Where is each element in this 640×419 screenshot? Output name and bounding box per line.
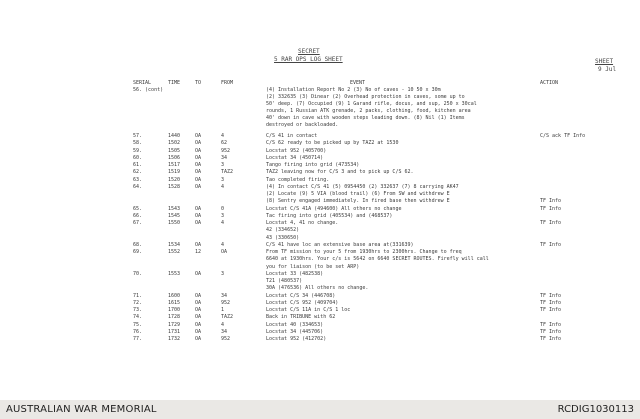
row-from: OA <box>221 249 228 255</box>
row-time: 1517 <box>168 162 181 168</box>
row-time: 1502 <box>168 140 181 147</box>
column-header-row <box>0 80 640 87</box>
first-block-row <box>0 87 640 94</box>
row-from: 952 <box>221 299 231 306</box>
row-to: OA <box>195 133 202 139</box>
row-time: 1550 <box>168 220 181 226</box>
row-to: OA <box>195 336 202 342</box>
row-event: From TF mission to your 5 from 1930hrs to 2300hrs. Change to freq <box>266 249 462 255</box>
row-from: 34 <box>221 154 228 161</box>
first-block-row <box>0 122 640 129</box>
table-row <box>0 198 640 205</box>
row-serial: 61. <box>133 162 143 168</box>
row-to: OA <box>195 205 202 212</box>
table-row <box>0 162 640 169</box>
row-time: 1506 <box>168 154 181 161</box>
row-event: Locstat 952 (405700) <box>266 147 327 154</box>
row-serial: 71. <box>133 292 143 299</box>
row-action: TF Info <box>540 220 562 226</box>
row-time: 1728 <box>168 314 181 321</box>
first-block-row <box>0 115 640 122</box>
row-serial: 76. <box>133 328 143 335</box>
row-from: 4 <box>221 133 225 139</box>
row-serial: 65. <box>133 205 143 212</box>
row-event: Locstat 4, 41 no change. <box>266 220 339 226</box>
row-from: 4 <box>221 183 225 190</box>
table-row <box>0 307 640 314</box>
first-block-row <box>0 108 640 115</box>
row-event: 42 (334652) <box>266 227 300 234</box>
row-event: Locstat 952 (412702) <box>266 336 327 342</box>
row-event: T21 (480537) <box>266 278 303 284</box>
first-block-row <box>0 101 640 108</box>
row-from: 0 <box>221 205 225 212</box>
row-time: 1440 <box>168 133 181 139</box>
row-to: OA <box>195 212 202 219</box>
row-action: TF Info <box>540 336 562 342</box>
table-row <box>0 148 640 155</box>
table-row <box>0 191 640 198</box>
table-row <box>0 336 640 343</box>
row-serial: 69. <box>133 249 143 255</box>
row-serial: 75. <box>133 321 143 328</box>
row-event: Tac firing into grid (405534) and (468537) <box>266 212 393 219</box>
table-row <box>0 329 640 336</box>
col-action: ACTION <box>540 80 559 86</box>
row-event: C/S 41 have loc an extensive base area at(331639) <box>266 241 414 248</box>
row-to: OA <box>195 154 202 161</box>
row-from: 4 <box>221 241 225 248</box>
row-from: 952 <box>221 336 231 342</box>
row-time: 1729 <box>168 321 181 328</box>
row-from: 3 <box>221 212 225 219</box>
first-block-line: 40' down in cave with wooden steps leading down. (8) Nil (1) Items <box>266 115 465 121</box>
row-action: TF Info <box>540 321 562 328</box>
row-time: 1552 <box>168 249 181 255</box>
row-time: 1505 <box>168 147 181 154</box>
row-time: 1600 <box>168 292 181 299</box>
table-row <box>0 271 640 278</box>
row-event: Locstat C/S 41A (494600) All others no change <box>266 205 402 212</box>
row-from: 4 <box>221 321 225 328</box>
row-serial: 70. <box>133 270 143 277</box>
row-serial: 59. <box>133 147 143 154</box>
row-time: 1553 <box>168 270 181 277</box>
row-event: TAZ2 leaving now for C/S 3 and to pick up C/S 62. <box>266 169 414 176</box>
row-event: Locstat 34 (445706) <box>266 328 324 335</box>
document-subtitle: 5 RAR OPS LOG SHEET <box>274 56 343 63</box>
row-event: Back in TRIBUNE with 62 <box>266 314 336 321</box>
table-row <box>0 322 640 329</box>
table-row <box>0 293 640 300</box>
row-serial: 66. <box>133 212 143 219</box>
row-from: TAZ2 <box>221 169 234 176</box>
row-event: (2) Locate (9) 5 VIA (blood trail) (6) From SW and withdrew E <box>266 191 450 197</box>
row-to: OA <box>195 147 202 154</box>
row-serial: 62. <box>133 169 143 176</box>
row-time: 1528 <box>168 183 181 190</box>
row-event: C/S 62 ready to be picked up by TAZ2 at 1530 <box>266 140 399 147</box>
row-to: OA <box>195 270 202 277</box>
col-event: EVENT <box>350 80 366 86</box>
row-action: TF Info <box>540 299 562 306</box>
row-serial: 60. <box>133 154 143 161</box>
table-row <box>0 314 640 321</box>
table-row <box>0 169 640 176</box>
row-time: 1615 <box>168 299 181 306</box>
row-serial: 68. <box>133 241 143 248</box>
footer-institution: AUSTRALIAN WAR MEMORIAL <box>6 404 157 415</box>
table-row <box>0 242 640 249</box>
row-from: 34 <box>221 292 228 299</box>
row-serial: 74. <box>133 314 143 321</box>
row-event: (4) In contact C/S 41 (5) 0954450 (2) 332637 (7) 8 carrying AK47 <box>266 183 459 190</box>
row-from: 1 <box>221 307 225 313</box>
row-to: OA <box>195 220 202 226</box>
row-serial: 57. <box>133 133 143 139</box>
first-block-line: (4) Installation Report No 2 (3) No of caves - 10 50 x 30m <box>266 87 441 93</box>
row-serial: 77. <box>133 336 143 342</box>
row-event: Tao completed firing. <box>266 176 330 183</box>
row-time: 1545 <box>168 212 181 219</box>
row-event: 43 (330650) <box>266 234 300 241</box>
row-event: (8) Sentry engaged immediately. In fired base then withdrew E <box>266 198 450 205</box>
row-event: C/S 41 in contact <box>266 133 318 139</box>
row-action: C/S ack TF Info <box>540 133 586 139</box>
row-time: 1700 <box>168 307 181 313</box>
row-from: 3 <box>221 270 225 277</box>
table-row <box>0 155 640 162</box>
first-block-row <box>0 94 640 101</box>
row-time: 1732 <box>168 336 181 342</box>
table-row <box>0 227 640 234</box>
row-action: TF Info <box>540 328 562 335</box>
table-row <box>0 235 640 242</box>
row-serial: 63. <box>133 176 143 183</box>
first-block-line: destroyed or backloaded. <box>266 122 339 128</box>
first-block-line: 50' deep. (7) Occupied (9) 1 Garand rifle, docus, and sup, 250 x 30cal <box>266 101 477 107</box>
table-row <box>0 220 640 227</box>
row-serial: 72. <box>133 299 143 306</box>
row-to: OA <box>195 162 202 168</box>
table-row <box>0 264 640 271</box>
row-event: 6640 at 1930hrs. Your c/s is 5642 on 6640 SECRET ROUTES. Firefly will call <box>266 256 489 263</box>
row-to: OA <box>195 292 202 299</box>
row-to: OA <box>195 321 202 328</box>
row-time: 1519 <box>168 169 181 176</box>
row-from: 34 <box>221 328 228 335</box>
row-to: 12 <box>195 249 202 255</box>
row-event: Locstat C/S 34 (446708) <box>266 292 336 299</box>
table-row <box>0 256 640 263</box>
row-serial: 64. <box>133 183 143 190</box>
row-to: OA <box>195 307 202 313</box>
row-serial: 73. <box>133 307 143 313</box>
row-event: Locstat 40 (334653) <box>266 321 324 328</box>
footer-record-id: RCDIG1030113 <box>557 404 634 415</box>
row-event: 30A (476536) All others no change. <box>266 285 369 292</box>
row-to: OA <box>195 328 202 335</box>
row-from: 3 <box>221 162 225 168</box>
table-row <box>0 177 640 184</box>
row-time: 1543 <box>168 205 181 212</box>
row-to: OA <box>195 169 202 176</box>
col-serial: SERIAL <box>133 80 152 86</box>
row-serial: 67. <box>133 220 143 226</box>
row-to: OA <box>195 299 202 306</box>
table-row <box>0 300 640 307</box>
row-to: OA <box>195 176 202 183</box>
row-action: TF Info <box>540 198 562 205</box>
first-block-line: rounds, 1 Russian ATK grenade, 2 packs, clothing, food, kitchen area <box>266 108 471 114</box>
row-time: 1534 <box>168 241 181 248</box>
row-event: Locstat 33 (482538) <box>266 270 324 277</box>
row-from: 4 <box>221 220 225 226</box>
row-event: Locstat C/S 952 (409704) <box>266 299 339 306</box>
row-from: TAZ2 <box>221 314 234 321</box>
sheet-label: SHEET <box>595 58 614 65</box>
row-action: TF Info <box>540 307 562 313</box>
col-to: TO <box>195 80 202 86</box>
table-row <box>0 249 640 256</box>
date-label: 9 Jul <box>598 66 617 73</box>
row-action: TF Info <box>540 205 562 212</box>
row-time: 1520 <box>168 176 181 183</box>
col-from: FROM <box>221 80 234 86</box>
row-event: Tango firing into grid (473534) <box>266 162 360 168</box>
row-from: 62 <box>221 140 228 147</box>
row-to: OA <box>195 140 202 147</box>
col-time: TIME <box>168 80 181 86</box>
row-to: OA <box>195 314 202 321</box>
row-from: 3 <box>221 176 225 183</box>
row-from: 952 <box>221 147 231 154</box>
table-row <box>0 184 640 191</box>
table-row <box>0 285 640 292</box>
row-time: 1731 <box>168 328 181 335</box>
archive-footer <box>0 400 640 419</box>
table-row <box>0 133 640 140</box>
row-event: Locstat 34 (450714) <box>266 154 324 161</box>
table-row <box>0 140 640 147</box>
first-block-serial: 56. (cont) <box>133 87 164 93</box>
row-action: TF Info <box>540 241 562 248</box>
table-row <box>0 278 640 285</box>
row-to: OA <box>195 241 202 248</box>
row-to: OA <box>195 183 202 190</box>
first-block-line: (2) 332635 (3) Dinear (2) Overhead protection in caves, some up to <box>266 94 465 100</box>
table-row <box>0 213 640 220</box>
document-title: SECRET <box>298 48 320 55</box>
row-event: you for liaison (to be set ARP) <box>266 263 360 270</box>
row-serial: 58. <box>133 140 143 147</box>
row-action: TF Info <box>540 292 562 299</box>
table-row <box>0 206 640 213</box>
row-event: Locstat C/S 11A in C/S 1 loc <box>266 307 351 313</box>
